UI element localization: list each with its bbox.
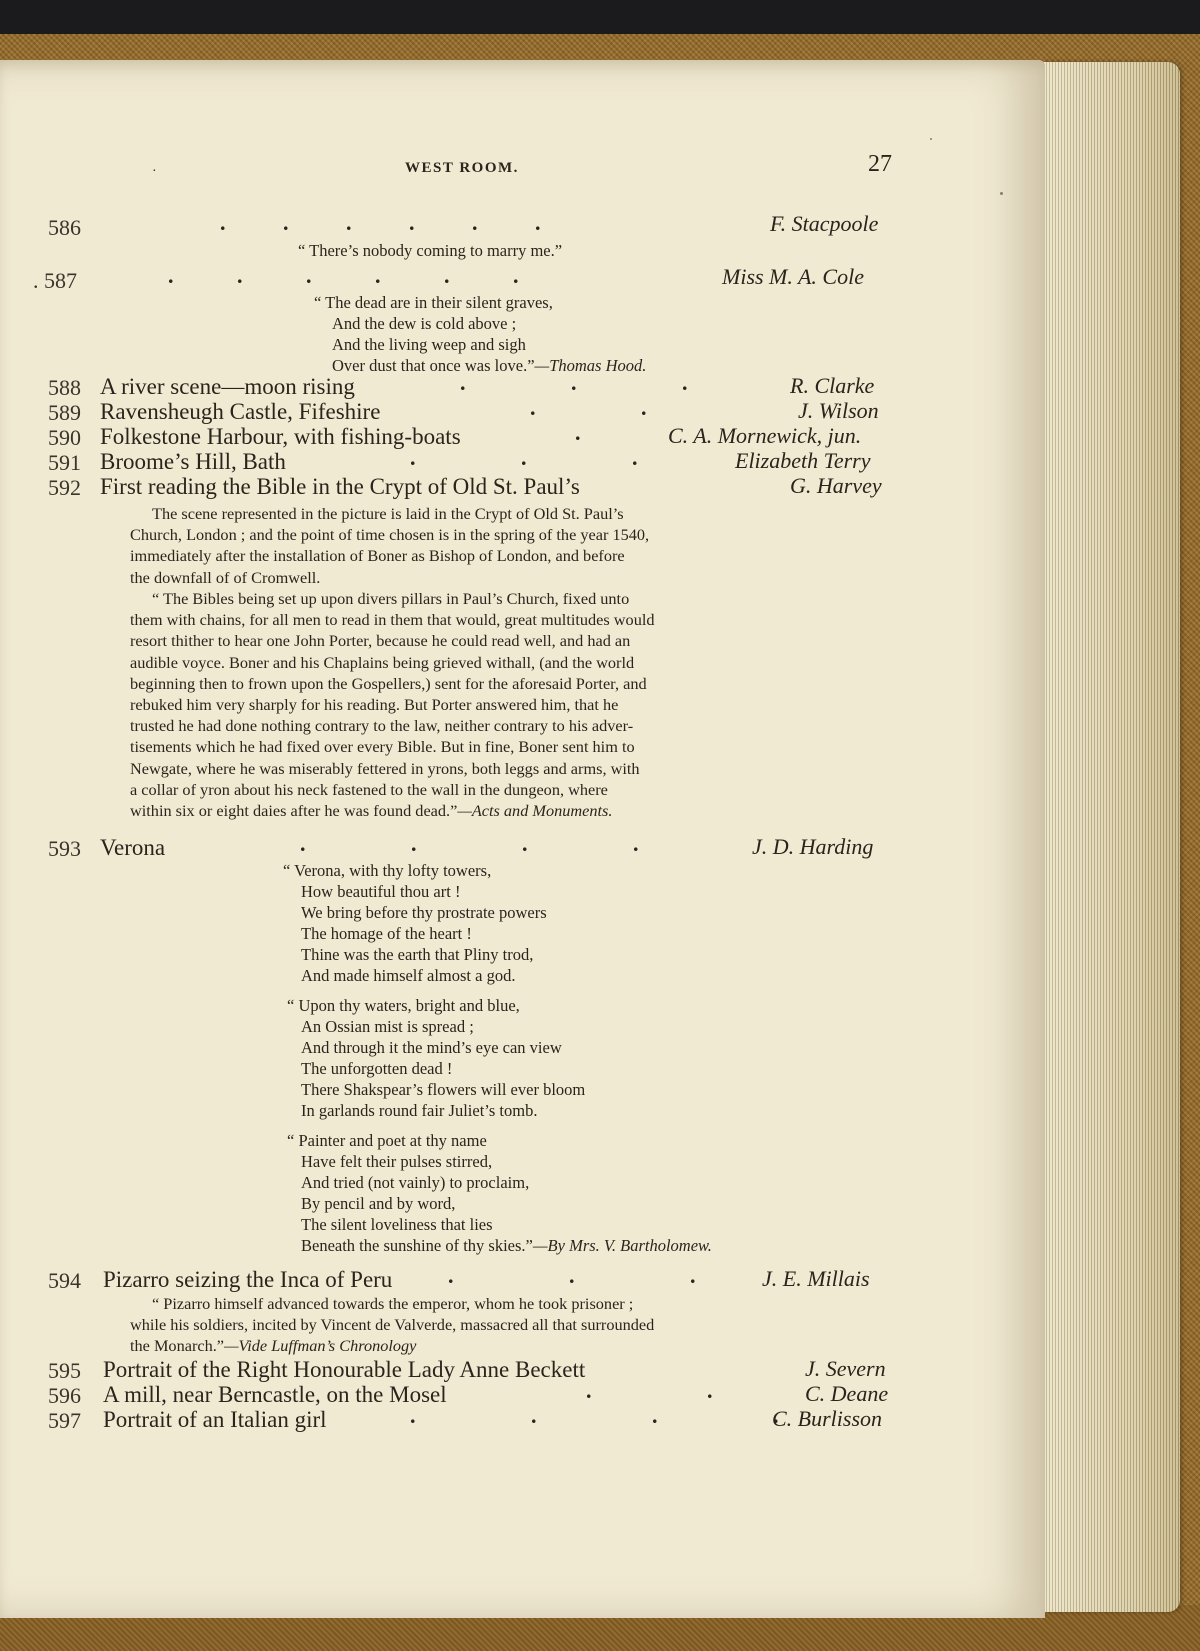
entry-title: First reading the Bible in the Crypt of Old St. Paul’s xyxy=(100,474,580,499)
leader-dots: . . . xyxy=(460,370,688,395)
entry-artist: J. D. Harding xyxy=(752,834,874,859)
entry-artist: Elizabeth Terry xyxy=(735,448,871,473)
verse-line: “ The dead are in their silent graves, xyxy=(314,293,553,312)
description-paragraph xyxy=(130,503,649,588)
verse-line: The silent loveliness that lies xyxy=(301,1215,493,1234)
entry-title: Verona xyxy=(100,835,166,860)
text-line: audible voyce. Boner and his Chaplains being grieved withall, (and the world xyxy=(130,652,635,672)
text-line: immediately after the installation of Boner as Bishop of London, and before xyxy=(130,546,625,566)
entry-artist: J. Wilson xyxy=(798,398,879,423)
text-line: within six or eight daies after he was found dead.” xyxy=(130,801,458,821)
paper-speck xyxy=(930,138,932,140)
verse-line: We bring before thy prostrate powers xyxy=(301,903,547,922)
text-line: resort thither to hear one John Porter, because he could read well, and had an xyxy=(130,631,631,651)
entry-title: Folkestone Harbour, with fishing-boats xyxy=(100,424,461,449)
verse-line: “ Painter and poet at thy name xyxy=(287,1131,487,1150)
entry-number: 596 xyxy=(48,1383,81,1408)
entry-number: 594 xyxy=(48,1268,81,1293)
text-line: rebuked him very sharply for his reading. But Porter answered him, that he xyxy=(130,695,619,715)
leader-dots: . . xyxy=(586,1378,713,1403)
running-header: WEST ROOM. xyxy=(405,160,519,176)
text-line: “ Pizarro himself advanced towards the emperor, whom he took prisoner ; xyxy=(152,1294,634,1313)
leader-dots: . . . . xyxy=(300,831,639,856)
verse-line: “ Verona, with thy lofty towers, xyxy=(283,861,492,880)
verse-line: In garlands round fair Juliet’s tomb. xyxy=(301,1101,538,1120)
quote-attribution: —Acts and Monuments. xyxy=(457,801,613,821)
verse-line: Over dust that once was love.” xyxy=(332,356,535,375)
entry-number: 591 xyxy=(48,450,81,475)
entry-number: 593 xyxy=(48,836,81,861)
entry-artist: Miss M. A. Cole xyxy=(722,264,864,289)
verse-line: And tried (not vainly) to proclaim, xyxy=(301,1173,530,1192)
entry-number: 592 xyxy=(48,475,81,500)
leader-dots: . . . . . . xyxy=(168,263,519,288)
entry-title: A river scene—moon rising xyxy=(100,374,355,399)
verse-line: “ Upon thy waters, bright and blue, xyxy=(287,996,520,1015)
quotation-paragraph xyxy=(130,1293,654,1357)
verse-line: And made himself almost a god. xyxy=(301,966,516,985)
entry-artist: F. Stacpoole xyxy=(770,211,879,236)
text-line: The scene represented in the picture is laid in the Crypt of Old St. Paul’s xyxy=(152,504,624,523)
entry-number: . 587 xyxy=(33,268,77,293)
verse-line: How beautiful thou art ! xyxy=(301,882,461,901)
text-line: the downfall of of Cromwell. xyxy=(130,567,321,587)
text-line: a collar of yron about his neck fastened to the wall in the dungeon, where xyxy=(130,779,608,799)
text-line: the Monarch.” xyxy=(130,1336,225,1356)
entry-title: Pizarro seizing the Inca of Peru xyxy=(103,1267,393,1292)
leader-dots: . . . xyxy=(410,445,638,470)
entry-artist: G. Harvey xyxy=(790,473,882,498)
verse-line: And the living weep and sigh xyxy=(332,335,526,354)
entry-artist: J. E. Millais xyxy=(762,1266,870,1291)
verse-line: And through it the mind’s eye can view xyxy=(301,1038,562,1057)
text-line: tisements which he had fixed over every Bible. But in fine, Boner sent him to xyxy=(130,737,635,757)
entry-artist: C. Burlisson xyxy=(772,1406,883,1431)
page-number: 27 xyxy=(868,151,892,177)
leader-dots: . . . xyxy=(448,1263,696,1288)
text-line: Newgate, where he was miserably fettered in yrons, both leggs and arms, with xyxy=(130,758,640,778)
leader-dots: . . . . . . xyxy=(220,210,541,235)
text-line: beginning then to frown upon the Gospellers,) sent for the aforesaid Porter, and xyxy=(130,673,647,693)
verse-line: An Ossian mist is spread ; xyxy=(301,1017,474,1036)
text-line: “ The Bibles being set up upon divers pillars in Paul’s Church, fixed unto xyxy=(152,589,630,608)
quote-attribution: —Vide Luffman’s Chronology xyxy=(224,1336,417,1356)
verse-stanza xyxy=(283,860,547,986)
paper-speck xyxy=(1000,192,1003,195)
quote-attribution: —Thomas Hood. xyxy=(534,356,647,375)
entry-artist: C. A. Mornewick, jun. xyxy=(668,423,862,448)
entry-number: 597 xyxy=(48,1408,81,1433)
leader-dots: . . xyxy=(530,395,647,420)
entry-artist: J. Severn xyxy=(805,1356,886,1381)
header-dot: · xyxy=(152,164,157,179)
entry-title: A mill, near Berncastle, on the Mosel xyxy=(103,1382,447,1407)
text-line: trusted he had done nothing contrary to the law, neither contrary to his adver- xyxy=(130,716,634,736)
entry-artist: C. Deane xyxy=(805,1381,889,1406)
entry-artist: R. Clarke xyxy=(790,373,875,398)
leader-dots: . xyxy=(575,420,581,445)
quote-attribution: —By Mrs. V. Bartholomew. xyxy=(532,1236,712,1255)
verse-line: Beneath the sunshine of thy skies.” xyxy=(301,1236,533,1255)
quotation-paragraph xyxy=(130,588,655,821)
verse-line: The unforgotten dead ! xyxy=(301,1059,453,1078)
leader-dots: . . . . xyxy=(410,1403,779,1428)
entry-title: Broome’s Hill, Bath xyxy=(100,449,286,474)
entry-title: Portrait of an Italian girl xyxy=(103,1407,327,1432)
entry-number: 590 xyxy=(48,425,81,450)
verse-stanza xyxy=(287,995,585,1121)
entry-number: 588 xyxy=(48,375,81,400)
verse-line: There Shakspear’s flowers will ever bloom xyxy=(301,1080,586,1099)
verse-line: Have felt their pulses stirred, xyxy=(301,1152,493,1171)
text-line: while his soldiers, incited by Vincent de Valverde, massacred all that surrounded xyxy=(130,1315,655,1335)
verse-line: And the dew is cold above ; xyxy=(332,314,517,333)
entry-title: Portrait of the Right Honourable Lady Anne Beckett xyxy=(103,1357,586,1382)
entry-title: Ravensheugh Castle, Fifeshire xyxy=(100,399,381,424)
verse-line: The homage of the heart ! xyxy=(301,924,472,943)
text-line: Church, London ; and the point of time chosen is in the spring of the year 1540, xyxy=(130,525,650,545)
verse-line: Thine was the earth that Pliny trod, xyxy=(301,945,534,964)
entry-number: 589 xyxy=(48,400,81,425)
verse-line: By pencil and by word, xyxy=(301,1194,456,1213)
entry-number: 586 xyxy=(48,215,81,240)
verse-stanza xyxy=(287,1130,712,1256)
entry-quote: “ There’s nobody coming to marry me.” xyxy=(298,241,563,260)
verse-block xyxy=(314,292,646,376)
text-line: them with chains, for all men to read in them that would, great multitudes would xyxy=(130,610,655,630)
page-edges xyxy=(1040,62,1180,1612)
book-page xyxy=(0,60,1045,1618)
entry-number: 595 xyxy=(48,1358,81,1383)
